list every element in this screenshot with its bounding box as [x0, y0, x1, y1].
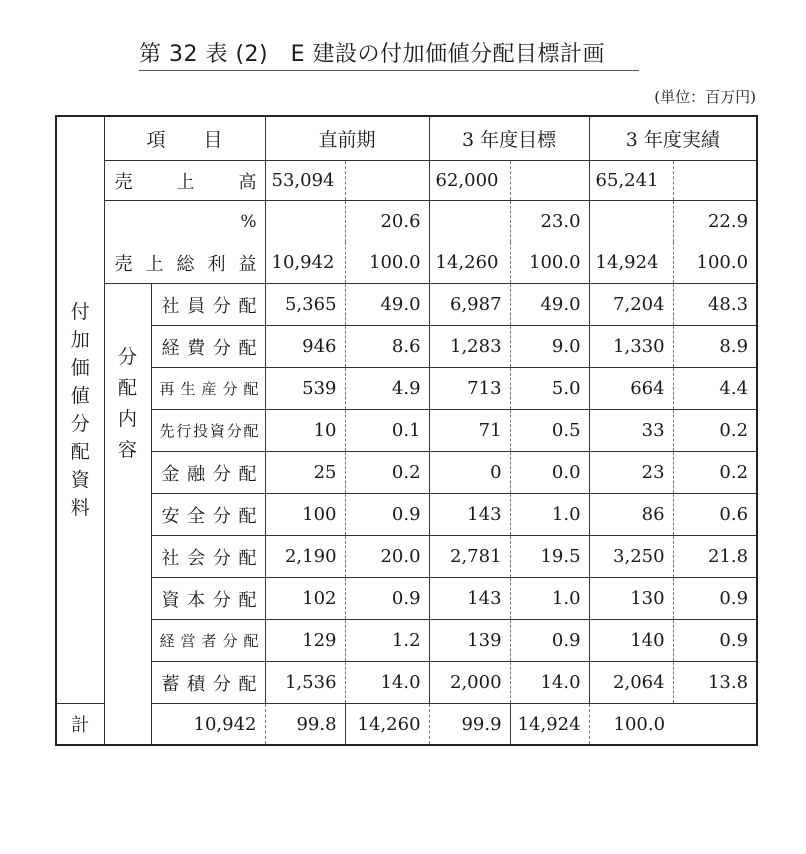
row-actual-pct: 0.9 — [673, 620, 757, 662]
table-row — [56, 662, 757, 704]
total-actual: 14,924 — [510, 704, 589, 746]
row-prev: 10 — [265, 410, 345, 452]
total-actual-pct: 100.0 — [589, 704, 673, 746]
row-target: 713 — [429, 368, 510, 410]
gross-margin-row — [56, 242, 757, 284]
margin-pct-actual: 22.9 — [673, 201, 757, 243]
row-actual-pct: 0.2 — [673, 410, 757, 452]
row-prev: 2,190 — [265, 536, 345, 578]
side-label-char: 値 — [70, 384, 90, 407]
row-target: 2,781 — [429, 536, 510, 578]
row-label: 資本分配 — [151, 578, 265, 620]
row-prev: 539 — [265, 368, 345, 410]
row-actual: 3,250 — [589, 536, 673, 578]
row-target-pct: 1.0 — [510, 578, 589, 620]
row-actual: 130 — [589, 578, 673, 620]
side-label-char: 資 — [70, 468, 90, 491]
sales-target-blank — [510, 161, 589, 201]
row-target: 0 — [429, 452, 510, 494]
table-header-row — [56, 116, 757, 161]
row-prev: 102 — [265, 578, 345, 620]
gross-margin-prev: 10,942 — [265, 242, 345, 284]
sales-row — [56, 161, 757, 201]
row-actual: 140 — [589, 620, 673, 662]
row-prev-pct: 0.9 — [345, 578, 429, 620]
pct-label: % — [104, 201, 265, 243]
row-actual-pct: 48.3 — [673, 284, 757, 326]
row-label: 経営者分配 — [151, 620, 265, 662]
sales-actual: 65,241 — [589, 161, 673, 201]
row-actual: 23 — [589, 452, 673, 494]
group-label-char: 内 — [117, 408, 137, 430]
total-row — [56, 704, 757, 746]
side-label-char: 配 — [70, 440, 90, 463]
group-label-char: 配 — [117, 377, 137, 399]
gross-margin-actual: 14,924 — [589, 242, 673, 284]
row-target-pct: 0.9 — [510, 620, 589, 662]
pct-prev-blank — [265, 201, 345, 243]
gross-margin-prev-pct: 100.0 — [345, 242, 429, 284]
table-row — [56, 536, 757, 578]
sales-actual-blank — [673, 161, 757, 201]
row-target-pct: 14.0 — [510, 662, 589, 704]
row-label: 再生産分配 — [151, 368, 265, 410]
pct-actual-blank — [589, 201, 673, 243]
row-label: 社会分配 — [151, 536, 265, 578]
row-prev-pct: 1.2 — [345, 620, 429, 662]
row-prev-pct: 20.0 — [345, 536, 429, 578]
row-target-pct: 19.5 — [510, 536, 589, 578]
unit-note: (単位：百万円) — [654, 88, 756, 106]
row-actual-pct: 0.6 — [673, 494, 757, 536]
row-target-pct: 1.0 — [510, 494, 589, 536]
sales-target: 62,000 — [429, 161, 510, 201]
row-target-pct: 0.5 — [510, 410, 589, 452]
row-actual-pct: 0.9 — [673, 578, 757, 620]
row-target: 71 — [429, 410, 510, 452]
row-actual: 33 — [589, 410, 673, 452]
row-target-pct: 0.0 — [510, 452, 589, 494]
group-label — [104, 284, 151, 746]
gross-margin-target: 14,260 — [429, 242, 510, 284]
row-label: 金融分配 — [151, 452, 265, 494]
margin-pct-target: 23.0 — [510, 201, 589, 243]
margin-pct-row — [56, 201, 757, 243]
row-target: 2,000 — [429, 662, 510, 704]
table-row — [56, 368, 757, 410]
side-label-char: 料 — [70, 496, 90, 519]
value-distribution-table — [55, 115, 758, 746]
row-prev: 5,365 — [265, 284, 345, 326]
row-target: 6,987 — [429, 284, 510, 326]
total-prev-pct: 99.8 — [265, 704, 345, 746]
table-row — [56, 410, 757, 452]
sales-prev: 53,094 — [265, 161, 345, 201]
row-prev: 100 — [265, 494, 345, 536]
title-underline — [139, 70, 639, 71]
row-actual-pct: 8.9 — [673, 326, 757, 368]
row-target: 143 — [429, 494, 510, 536]
row-prev-pct: 0.9 — [345, 494, 429, 536]
table-row — [56, 452, 757, 494]
row-label: 安全分配 — [151, 494, 265, 536]
row-prev: 25 — [265, 452, 345, 494]
header-actual: 3 年度実績 — [589, 116, 757, 161]
row-label: 先行投資分配 — [151, 410, 265, 452]
header-prev: 直前期 — [265, 116, 429, 161]
total-target-pct: 99.9 — [429, 704, 510, 746]
side-label-char: 分 — [70, 412, 90, 435]
group-label-char: 分 — [117, 346, 137, 368]
row-prev-pct: 4.9 — [345, 368, 429, 410]
table-row — [56, 494, 757, 536]
row-prev: 129 — [265, 620, 345, 662]
row-label: 社員分配 — [151, 284, 265, 326]
row-target: 1,283 — [429, 326, 510, 368]
pct-target-blank — [429, 201, 510, 243]
row-label: 経費分配 — [151, 326, 265, 368]
row-prev-pct: 8.6 — [345, 326, 429, 368]
row-target-pct: 9.0 — [510, 326, 589, 368]
header-target: 3 年度目標 — [429, 116, 589, 161]
row-actual-pct: 4.4 — [673, 368, 757, 410]
table-row — [56, 284, 757, 326]
row-prev-pct: 49.0 — [345, 284, 429, 326]
row-prev: 1,536 — [265, 662, 345, 704]
total-target: 14,260 — [345, 704, 429, 746]
sales-prev-blank — [345, 161, 429, 201]
header-item: 項 目 — [104, 116, 265, 161]
side-label-char: 加 — [70, 328, 90, 351]
page-title: 第 32 表 (2) E 建設の付加価値分配目標計画 — [139, 42, 606, 67]
group-label-char: 容 — [117, 439, 137, 461]
total-prev: 10,942 — [151, 704, 265, 746]
row-target: 139 — [429, 620, 510, 662]
row-actual: 1,330 — [589, 326, 673, 368]
row-target-pct: 5.0 — [510, 368, 589, 410]
table-row — [56, 620, 757, 662]
side-label-char: 価 — [70, 356, 90, 379]
row-actual-pct: 13.8 — [673, 662, 757, 704]
row-actual-pct: 0.2 — [673, 452, 757, 494]
sales-label: 売 上 高 — [104, 161, 265, 201]
row-actual-pct: 21.8 — [673, 536, 757, 578]
gross-margin-actual-pct: 100.0 — [673, 242, 757, 284]
row-target-pct: 49.0 — [510, 284, 589, 326]
row-label: 蓄積分配 — [151, 662, 265, 704]
row-prev-pct: 0.1 — [345, 410, 429, 452]
gross-margin-target-pct: 100.0 — [510, 242, 589, 284]
row-prev-pct: 14.0 — [345, 662, 429, 704]
table-row — [56, 326, 757, 368]
row-actual: 664 — [589, 368, 673, 410]
row-target: 143 — [429, 578, 510, 620]
margin-pct-prev: 20.6 — [345, 201, 429, 243]
row-prev-pct: 0.2 — [345, 452, 429, 494]
row-actual: 2,064 — [589, 662, 673, 704]
side-label — [56, 116, 104, 704]
row-prev: 946 — [265, 326, 345, 368]
table-row — [56, 578, 757, 620]
total-label: 計 — [56, 704, 104, 746]
row-actual: 86 — [589, 494, 673, 536]
gross-margin-label: 売上総利益 — [104, 242, 265, 284]
side-label-char: 付 — [70, 300, 90, 323]
row-actual: 7,204 — [589, 284, 673, 326]
